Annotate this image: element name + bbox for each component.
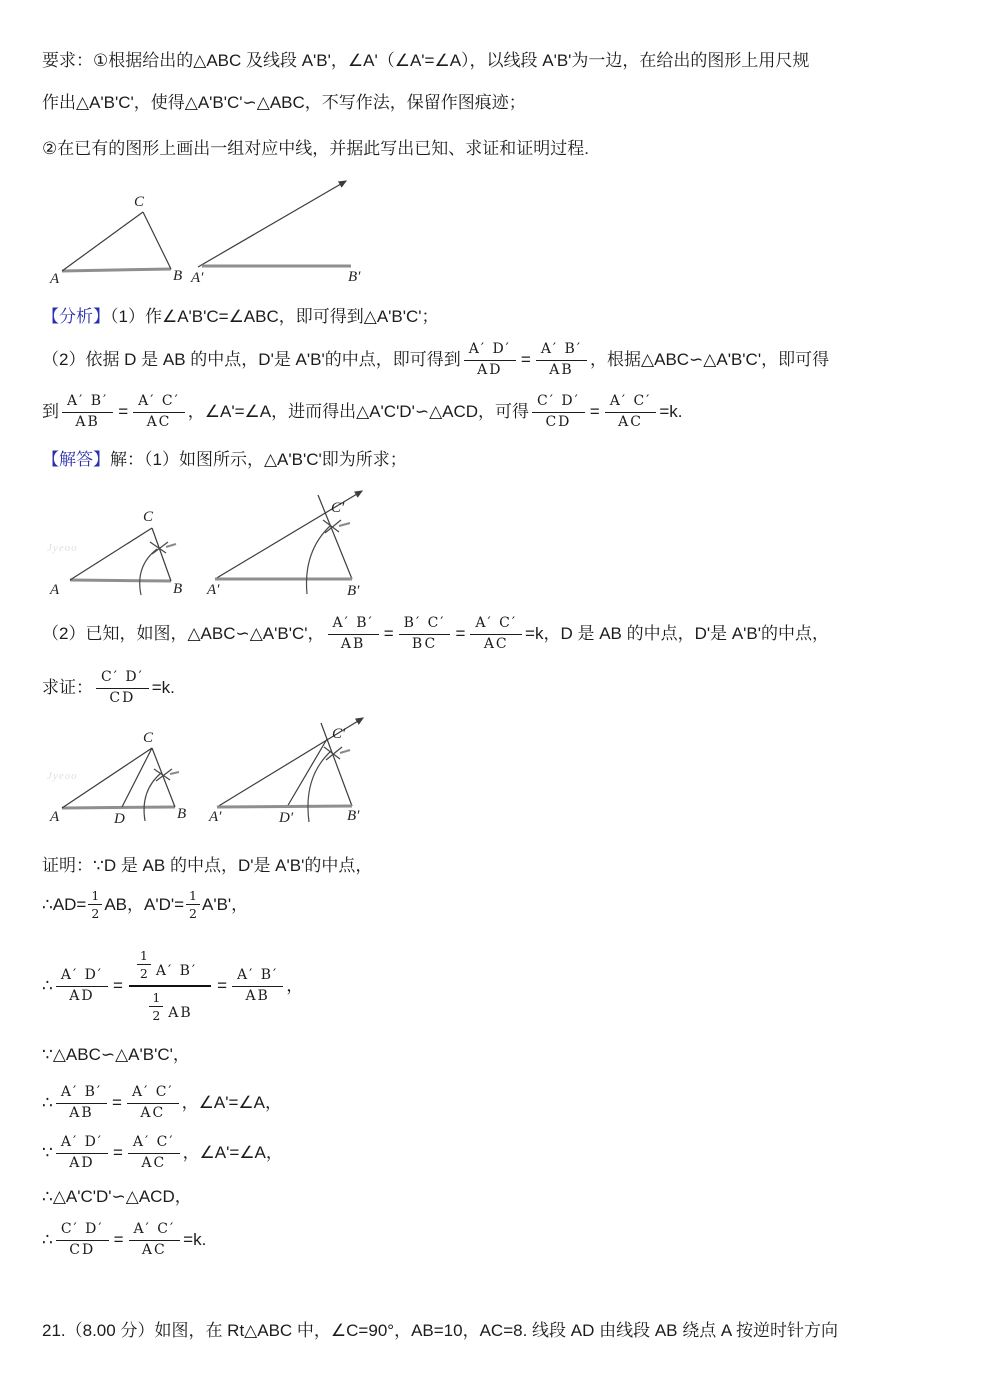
vertex-label-d: D bbox=[114, 811, 125, 827]
equals-sign: = bbox=[112, 1092, 122, 1112]
known-pre: （2）已知，如图，△ABC∽△A'B'C'， bbox=[42, 623, 325, 643]
median-cd bbox=[122, 748, 152, 807]
compound-fraction bbox=[129, 949, 211, 1023]
proof-line-7: ∴△A'C'D'∽△ACD， bbox=[42, 1187, 192, 1206]
because-symbol: ∵ bbox=[42, 1142, 53, 1162]
fraction-a2c2-over-ac: $\frac{A' C'}{AC}$ bbox=[605, 394, 657, 430]
fraction-a2d2-over-ad: $\frac{A' D'}{AD}$ bbox=[56, 968, 108, 1004]
vertex-label-b-prime: B′ bbox=[347, 583, 360, 599]
fraction-a2d2-over-ad: $\frac{A' D'}{AD}$ bbox=[56, 1135, 108, 1171]
diagram-medians bbox=[45, 717, 445, 845]
proof-line-3 bbox=[42, 938, 303, 1034]
fraction-a2c2-over-ac: $\frac{A' C'}{AC}$ bbox=[128, 1135, 180, 1171]
vertex-label-b-prime: B′ bbox=[348, 269, 361, 285]
fraction-a2c2-over-ac: $\frac{A' C'}{AC}$ bbox=[129, 1222, 181, 1258]
fraction-a2b2-over-ab: $\frac{A' B'}{AB}$ bbox=[232, 968, 283, 1004]
watermark: Jyeoo bbox=[47, 770, 78, 782]
fraction-a2c2-over-ac: $\frac{A' C'}{AC}$ bbox=[127, 1085, 179, 1121]
vertex-label-c: C bbox=[143, 509, 154, 525]
proof-l3-end: ， bbox=[286, 975, 304, 995]
analysis-l3-end: =k. bbox=[659, 401, 683, 421]
proof-l8-end: =k. bbox=[183, 1229, 207, 1249]
analysis-line-3 bbox=[42, 386, 683, 438]
proof-line-5 bbox=[42, 1078, 282, 1128]
vertex-label-a-prime: A′ bbox=[191, 270, 204, 286]
fraction-b2c2-over-bc: $\frac{B' C'}{BC}$ bbox=[399, 616, 451, 652]
equals-sign: = bbox=[383, 623, 394, 643]
proof-line-8 bbox=[42, 1214, 206, 1266]
proof-l5-end: ，∠A'=∠A， bbox=[181, 1092, 282, 1112]
analysis-line-2 bbox=[42, 334, 829, 386]
proof-l6-end: ，∠A'=∠A， bbox=[182, 1142, 283, 1162]
angle-ray bbox=[198, 181, 346, 267]
fraction-a2b2-over-ab: $\frac{A' B'}{AB}$ bbox=[536, 342, 587, 378]
vertex-label-a: A bbox=[50, 271, 60, 287]
vertex-label-a: A bbox=[50, 809, 60, 825]
arc-mark-dash bbox=[340, 750, 350, 753]
fraction-a2c2-over-ac: $\frac{A' C'}{AC}$ bbox=[470, 616, 522, 652]
arc-mark-dash bbox=[166, 544, 176, 547]
equals-sign: = bbox=[118, 401, 129, 421]
equals-sign: = bbox=[589, 401, 600, 421]
answer-tag: 【解答】 bbox=[42, 450, 110, 469]
segment-ab bbox=[62, 269, 171, 271]
analysis-l2-pre: （2）依据 D 是 AB 的中点，D'是 A'B'的中点，即可得到 bbox=[42, 349, 461, 369]
fraction-a2b2-over-ab: $\frac{A' B'}{AB}$ bbox=[62, 394, 113, 430]
vertex-label-c-prime: C′ bbox=[331, 500, 345, 516]
compass-arc bbox=[308, 751, 331, 822]
segment-cb bbox=[143, 212, 171, 269]
compass-arc bbox=[144, 773, 161, 821]
segment-cb bbox=[152, 528, 171, 581]
diagram-construction bbox=[45, 487, 445, 605]
median-c2d2 bbox=[287, 739, 327, 807]
segment-cb bbox=[152, 748, 175, 807]
question-21-line: 21.（8.00 分）如图，在 Rt△ABC 中，∠C=90°，AB=10，AC=8. 线段 AD 由线段 AB 绕点 A 按逆时针方向 bbox=[42, 1321, 839, 1340]
known-line bbox=[42, 608, 829, 660]
prove-pre: 求证： bbox=[42, 677, 93, 697]
therefore-symbol: ∴ bbox=[42, 1092, 53, 1112]
fraction-c2d2-over-cd: $\frac{C' D'}{CD}$ bbox=[532, 394, 585, 430]
numerator-a2b2: A′ B′ bbox=[155, 963, 198, 980]
answer-text-1: 解：（1）如图所示，△A'B'C'即为所求； bbox=[110, 450, 407, 469]
watermark: Jyeoo bbox=[47, 542, 78, 554]
vertex-label-a-prime: A′ bbox=[207, 582, 220, 598]
equals-sign: = bbox=[217, 975, 228, 995]
analysis-l2-post: ，根据△ABC∽△A'B'C'，即可得 bbox=[590, 349, 830, 369]
equals-sign: = bbox=[112, 975, 123, 995]
compass-arc bbox=[307, 525, 332, 594]
proof-line-1: 证明：∵D 是 AB 的中点，D'是 A'B'的中点， bbox=[42, 856, 373, 875]
analysis-line-1 bbox=[42, 306, 439, 329]
diagram-given-figure bbox=[45, 176, 445, 288]
fraction-c2d2-over-cd: $\frac{C' D'}{CD}$ bbox=[56, 1222, 109, 1258]
requirement-line-2: 作出△A'B'C'，使得△A'B'C'∽△ABC，不写作法，保留作图痕迹； bbox=[42, 93, 526, 112]
arc-mark-dash bbox=[170, 772, 179, 774]
requirement-line-1: 要求：①根据给出的△ABC 及线段 A'B'，∠A'（∠A'=∠A），以线段 A'B'为一边，在给出的图形上用尺规 bbox=[42, 51, 810, 70]
vertex-label-b: B bbox=[173, 581, 183, 597]
vertex-label-b: B bbox=[177, 806, 187, 822]
equals-sign: = bbox=[113, 1229, 124, 1249]
proof-line-4: ∵△ABC∽△A'B'C'， bbox=[42, 1045, 190, 1064]
equals-sign: = bbox=[520, 349, 531, 369]
analysis-text-1: （1）作∠A'B'C=∠ABC，即可得到△A'B'C'； bbox=[110, 307, 439, 326]
vertex-label-d-prime: D′ bbox=[279, 810, 294, 826]
analysis-l3-pre: 到 bbox=[42, 401, 59, 421]
prove-end: =k. bbox=[151, 677, 175, 697]
fraction-one-half: $\frac{1}{2}$ bbox=[137, 949, 151, 981]
arc-cross-tick bbox=[154, 769, 170, 780]
proof-l2-a: ∴AD= bbox=[42, 894, 87, 914]
equals-sign: = bbox=[112, 1142, 123, 1162]
vertex-label-c: C bbox=[143, 730, 154, 746]
arc-cross-tick bbox=[324, 747, 340, 759]
therefore-symbol: ∴ bbox=[42, 1229, 53, 1249]
fraction-one-half: $\frac{1}{2}$ bbox=[149, 991, 163, 1023]
fraction-a2b2-over-ab: $\frac{A' B'}{AB}$ bbox=[328, 616, 379, 652]
proof-l2-c: A'B'， bbox=[201, 894, 249, 914]
therefore-symbol: ∴ bbox=[42, 975, 53, 995]
proof-line-2 bbox=[42, 880, 248, 930]
segment-ac bbox=[70, 528, 152, 580]
fraction-one-half: $\frac{1}{2}$ bbox=[186, 889, 200, 921]
vertex-label-b: B bbox=[173, 268, 183, 284]
analysis-tag: 【分析】 bbox=[42, 307, 110, 326]
arc-mark-dash bbox=[339, 523, 350, 526]
prove-line bbox=[42, 662, 175, 714]
fraction-one-half: $\frac{1}{2}$ bbox=[88, 889, 102, 921]
segment-ab bbox=[70, 580, 171, 581]
compass-arc bbox=[140, 549, 157, 595]
segment-a2b2 bbox=[217, 806, 352, 807]
segment-ab bbox=[62, 807, 175, 808]
segment-ac bbox=[62, 212, 143, 271]
analysis-l3-mid: ，∠A'=∠A，进而得出△A'C'D'∽△ACD，可得 bbox=[187, 401, 530, 421]
fraction-a2d2-over-ad: $\frac{A' D'}{AD}$ bbox=[464, 342, 516, 378]
fraction-a2c2-over-ac: $\frac{A' C'}{AC}$ bbox=[133, 394, 185, 430]
fraction-c2d2-over-cd: $\frac{C' D'}{CD}$ bbox=[96, 670, 149, 706]
vertex-label-a-prime: A′ bbox=[209, 809, 222, 825]
vertex-label-b-prime: B′ bbox=[347, 808, 360, 824]
vertex-label-c: C bbox=[134, 194, 145, 210]
answer-line-1 bbox=[42, 449, 407, 472]
fraction-a2b2-over-ab: $\frac{A' B'}{AB}$ bbox=[56, 1085, 107, 1121]
vertex-label-a: A bbox=[50, 582, 60, 598]
vertex-label-c-prime: C′ bbox=[332, 726, 346, 742]
denominator-ab: AB bbox=[168, 1005, 193, 1022]
proof-l2-b: AB，A'D'= bbox=[104, 894, 185, 914]
proof-line-6 bbox=[42, 1128, 283, 1178]
requirement-line-3: ②在已有的图形上画出一组对应中线，并据此写出已知、求证和证明过程. bbox=[42, 139, 589, 158]
equals-sign: = bbox=[455, 623, 466, 643]
known-end: =k，D 是 AB 的中点，D'是 A'B'的中点， bbox=[525, 623, 830, 643]
